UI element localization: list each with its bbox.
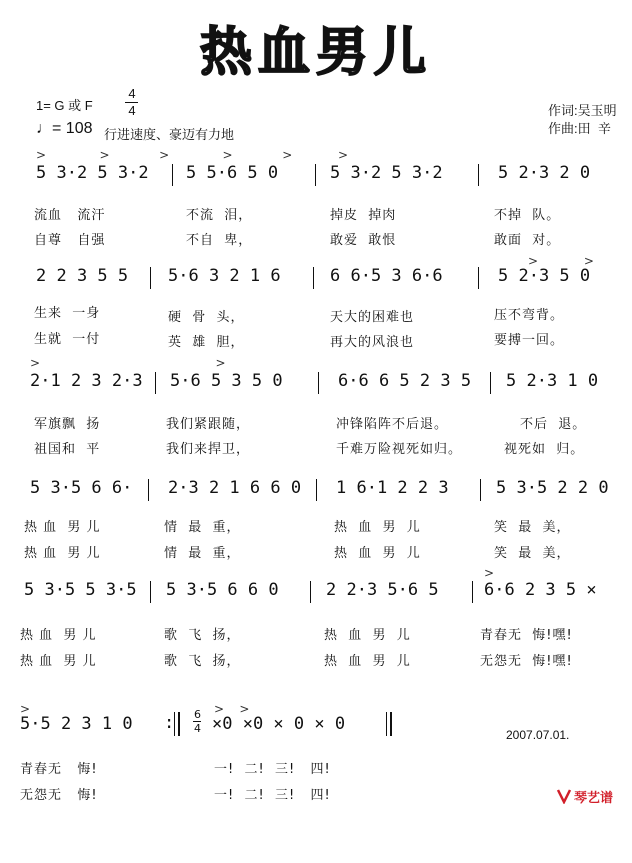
measure-notes: 6·6 6 5 2 3 5 [338,371,472,391]
final-barline-thick [390,712,392,736]
lyric-verse2: 敢面 对。 [494,233,561,248]
lyric-verse2: 祖国和 平 [34,442,101,457]
lyric-verse2: 无怨无 悔!嘿! [480,654,573,669]
lyric-verse2: 无怨无 悔! [20,788,98,803]
lyric-verse1: 情 最 重， [164,520,241,535]
barline [472,581,473,603]
tempo-mark: ♩= 108 [36,120,93,137]
lyric-verse1: 军旗飘 扬 [34,417,101,432]
measure-notes: 2·3 2 1 6 6 0 [168,478,302,498]
lyric-verse1: 我们紧跟随， [166,417,251,432]
lyricist: 作词:吴玉明 [548,103,617,118]
meter-change-top: 6 [194,708,201,721]
measure-notes: 5 3·5 2 2 0 [496,478,609,498]
measure-notes: 2 2 3 5 5 [36,266,129,286]
repeat-dots: : [164,713,175,733]
watermark-text: 琴艺谱 [574,791,614,806]
measure-notes: 1 6·1 2 2 3 [336,478,449,498]
lyric-verse1: 硬 骨 头， [168,310,245,325]
lyric-verse1: 冲锋陷阵不后退。 [336,417,449,432]
barline [172,164,173,186]
lyric-verse1: 生来 一身 [34,306,101,321]
measure-notes: 6 6·5 3 6·6 [330,266,443,286]
lyric-verse1: 天大的困难也 [330,310,415,325]
lyric-verse2: 再大的风浪也 [330,335,415,350]
barline [316,479,317,501]
key-signature: 1= G 或 F [36,98,93,113]
lyric-verse1: 不后 退。 [520,417,587,432]
measure-notes: 5 2·3 2 0 [498,163,591,183]
measure-notes: 5 3·5 6 6 0 [166,580,279,600]
lyric-verse2: 热 血 男 儿 [324,654,411,669]
lyric-verse2: 英 雄 胆， [168,335,245,350]
measure-notes: 5 2·3 1 0 [506,371,599,391]
barline [478,267,479,289]
lyric-verse2: 生就 一付 [34,332,101,347]
measure-notes: 5 3·2 5 3·2 [36,163,149,183]
lyric-verse1: 热 血 男 儿 [20,628,97,643]
measure-notes: ×0 ×0 × 0 × 0 [212,714,346,734]
lyric-verse1: 流血 流汗 [34,208,106,223]
measure-notes: 5 2·3 5 0 [498,266,591,286]
barline [148,479,149,501]
measure-notes: 5 3·5 5 3·5 [24,580,137,600]
music-logo-icon [556,788,572,804]
lyric-verse1: 热 血 男 儿 [334,520,421,535]
lyric-verse1: 青春无 悔! [20,762,98,777]
measure-notes: 5 5·6 5 0 [186,163,279,183]
barline [155,372,156,394]
measure-notes: 5·6 3 2 1 6 [168,266,281,286]
lyric-verse2: 我们来捍卫， [166,442,251,457]
accent-marks: > > [214,702,250,716]
lyric-verse2: 视死如 归。 [504,442,585,457]
lyric-verse2: 一! 二! 三! 四! [214,788,331,803]
lyric-verse2: 要搏一回。 [494,333,565,348]
time-signature-bottom: 4 [128,103,136,118]
composer: 作曲:田 辛 [548,121,611,136]
lyric-verse1: 笑 最 美， [494,520,571,535]
accent-marks: > [20,702,31,716]
measure-notes: 6·6 2 3 5 × [484,580,597,600]
lyric-verse2: 敢爱 敢恨 [330,233,397,248]
barline [480,479,481,501]
barline [478,164,479,186]
lyric-verse1: 青春无 悔!嘿! [480,628,573,643]
lyric-verse1: 不掉 队。 [494,208,561,223]
lyric-verse2: 热 血 男 儿 [334,546,421,561]
barline [310,581,311,603]
barline [318,372,319,394]
date: 2007.07.01. [506,728,570,742]
lyric-verse1: 歌 飞 扬， [164,628,241,643]
barline [315,164,316,186]
lyric-verse2: 笑 最 美， [494,546,571,561]
accent-marks: > > [528,254,594,268]
accent-marks: > > [30,356,226,370]
lyric-verse2: 不自 卑， [186,233,253,248]
barline [150,267,151,289]
measure-notes: 2·1 2 3 2·3 [30,371,143,391]
tempo-text: 行进速度、豪迈有力地 [104,127,235,142]
accent-marks: > > > > > > [36,148,349,162]
lyric-verse2: 热 血 男 儿 [24,546,101,561]
watermark [556,787,628,807]
lyric-verse1: 压不弯背。 [494,308,565,323]
lyric-verse1: 掉皮 掉肉 [330,208,397,223]
time-signature-top: 4 [128,86,136,101]
lyric-verse2: 情 最 重， [164,546,241,561]
measure-notes: 5 3·5 6 6· [30,478,133,498]
lyric-verse2: 歌 飞 扬， [164,654,241,669]
measure-notes: 5·5 2 3 1 0 [20,714,133,734]
lyric-verse1: 热 血 男 儿 [24,520,101,535]
lyric-verse2: 千难万险视死如归。 [336,442,463,457]
lyric-verse2: 自尊 自强 [34,233,106,248]
measure-notes: 5·6 5 3 5 0 [170,371,283,391]
lyric-verse1: 一! 二! 三! 四! [214,762,331,777]
accent-marks: > [484,566,495,580]
barline [313,267,314,289]
page-title: 热血男儿 [199,23,432,83]
measure-notes: 5 3·2 5 3·2 [330,163,443,183]
meter-change-bottom: 4 [194,722,201,735]
barline [490,372,491,394]
repeat-barline-thin [174,712,175,736]
barline [150,581,151,603]
lyric-verse1: 热 血 男 儿 [324,628,411,643]
lyric-verse1: 不流 泪， [186,208,253,223]
measure-notes: 2 2·3 5·6 5 [326,580,439,600]
final-barline-thin [386,712,387,736]
repeat-barline-thick [178,712,180,736]
lyric-verse2: 热 血 男 儿 [20,654,97,669]
